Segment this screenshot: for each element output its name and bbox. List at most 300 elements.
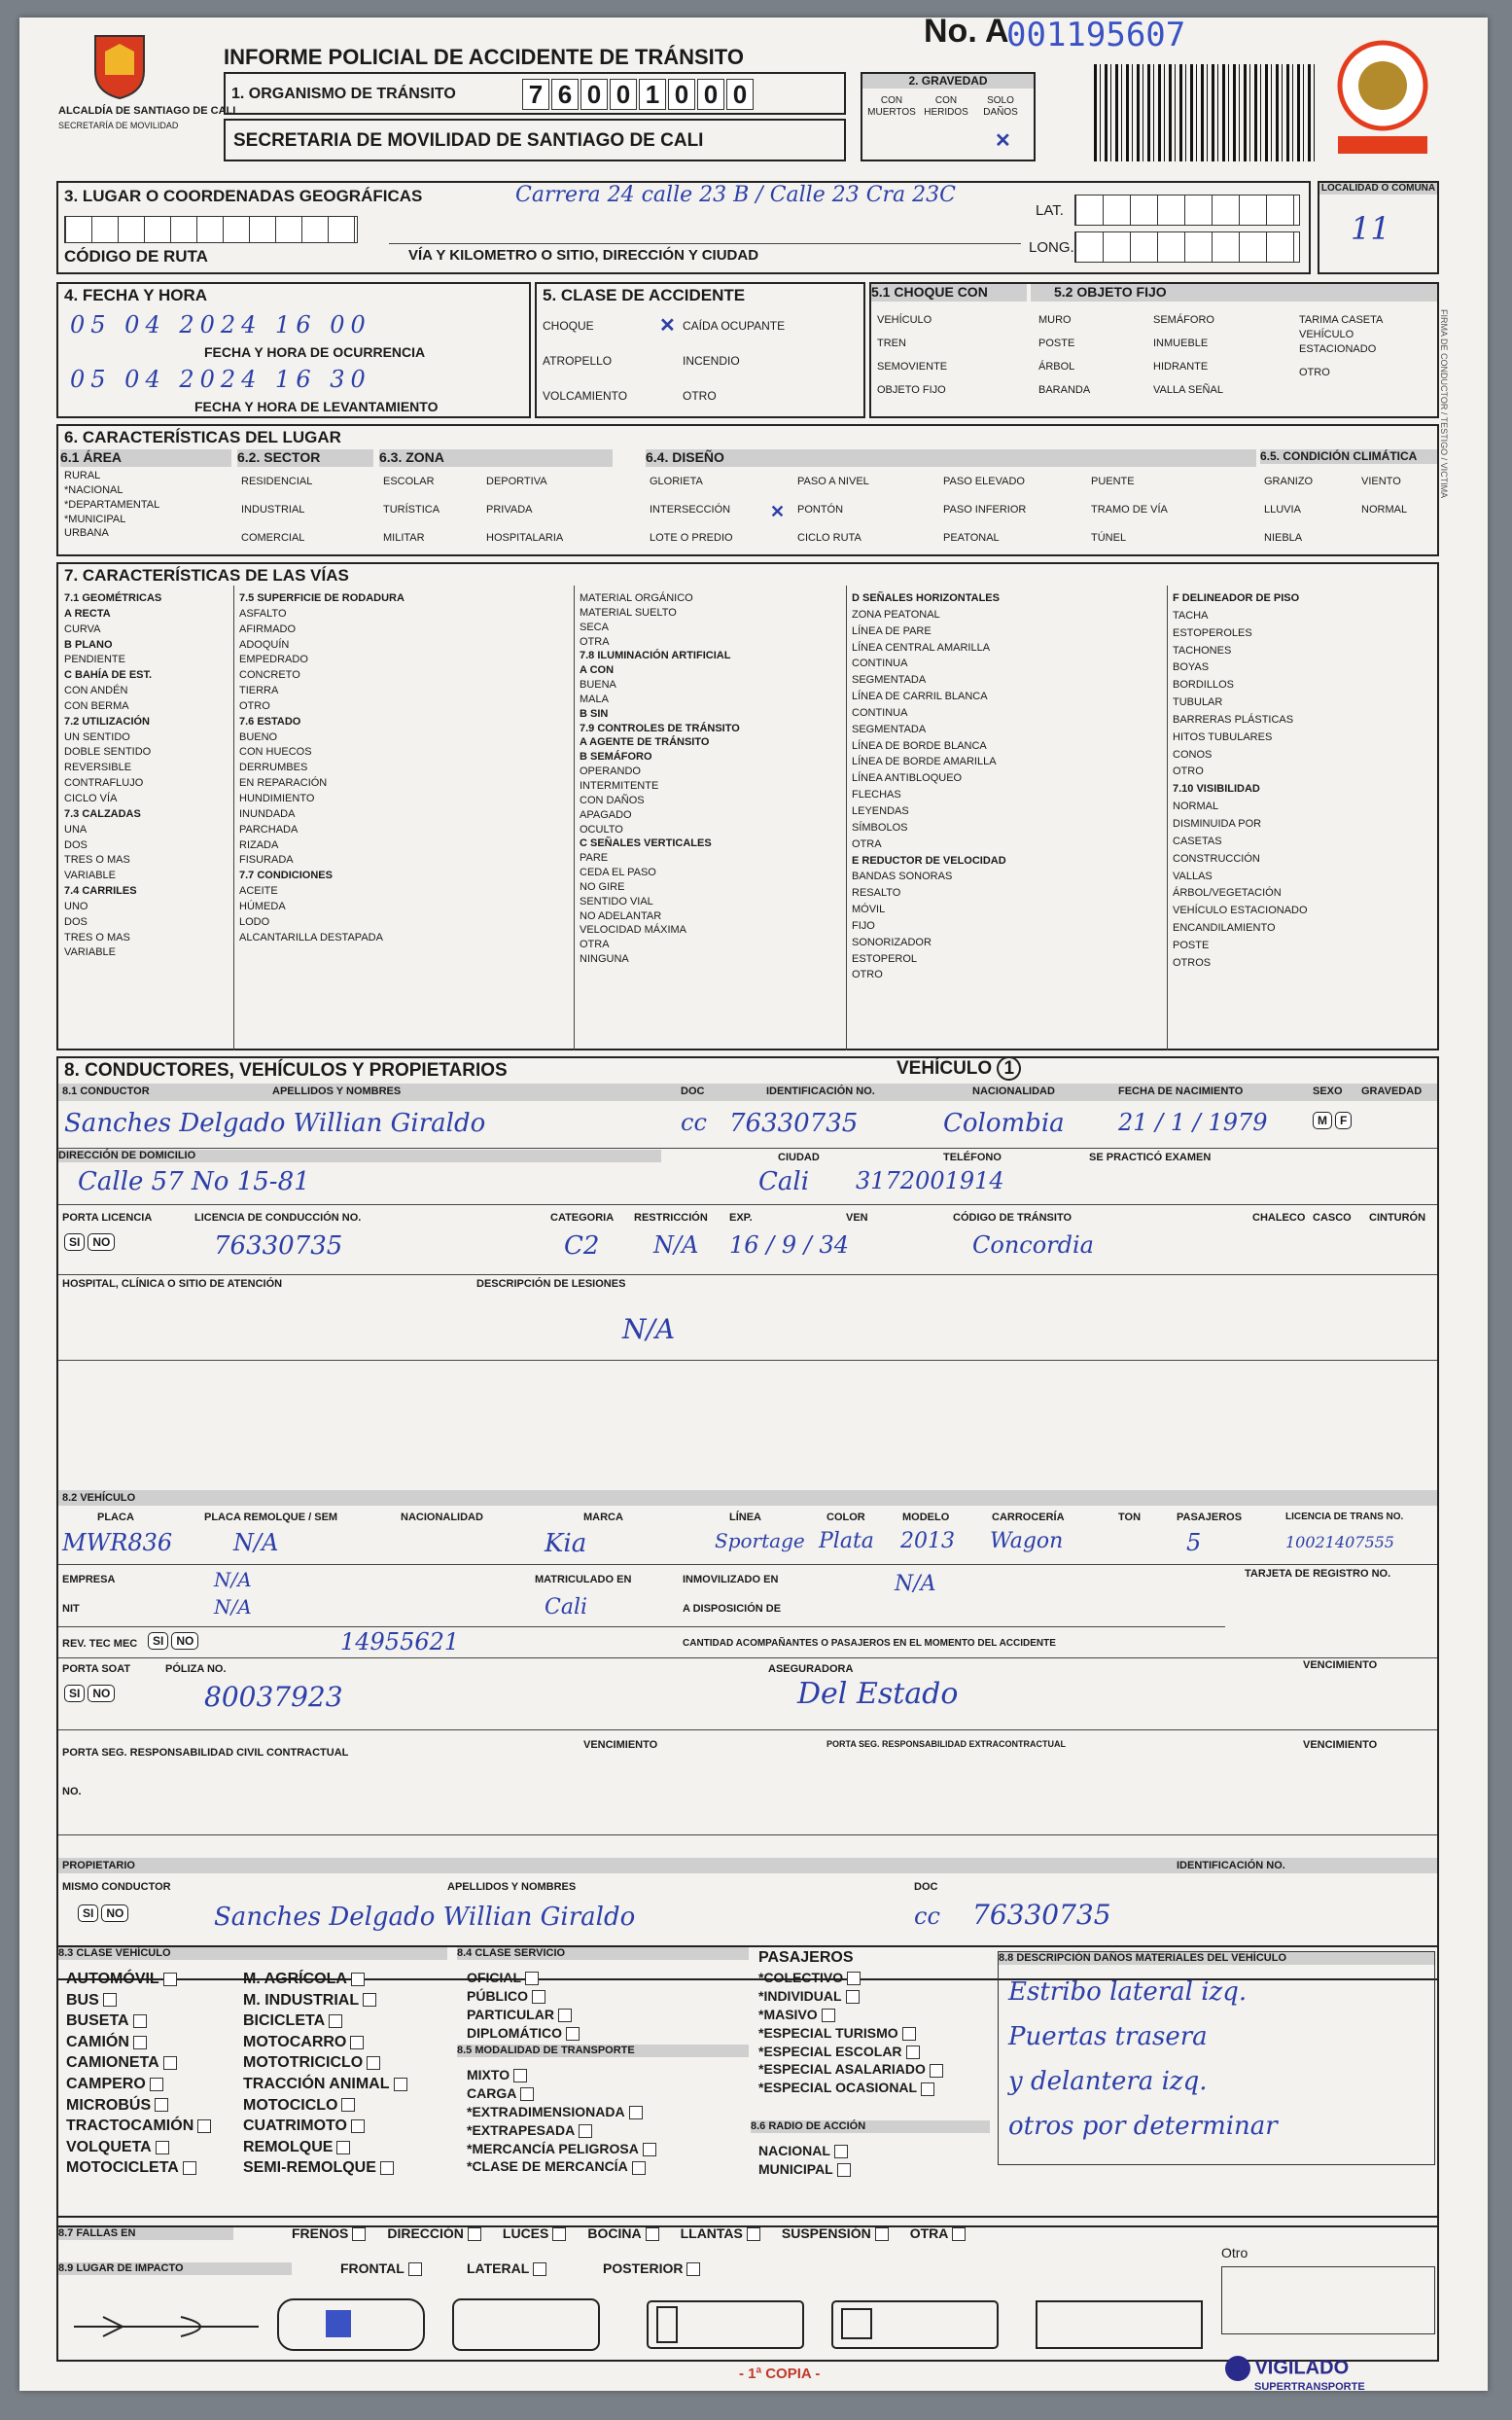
modalidad-label: 8.5 MODALIDAD DE TRANSPORTE: [457, 2045, 749, 2057]
localidad-value: 11: [1351, 210, 1390, 247]
clase-item: [243, 2157, 407, 2179]
owner-apellidos-label: APELLIDOS Y NOMBRES: [447, 1881, 577, 1893]
objeto-item: VALLA SEÑAL: [1153, 383, 1223, 396]
servicio-item-label: PÚBLICO: [467, 1987, 528, 2004]
clase-item-label: BICICLETA: [243, 2012, 326, 2030]
levantamiento-label: FECHA Y HORA DE LEVANTAMIENTO: [194, 399, 439, 414]
vias-item-label: 7.5 SUPERFICIE DE RODADURA: [239, 592, 404, 604]
modalidad-item-label: MIXTO: [467, 2067, 510, 2082]
vias-item-label: MALA: [580, 693, 609, 705]
modalidad-item: [467, 2121, 656, 2140]
falla-item-label: LLANTAS: [680, 2225, 743, 2241]
checkbox[interactable]: [921, 2082, 934, 2096]
divider: [58, 1274, 1437, 1275]
vias-item: [852, 854, 1006, 869]
organismo-digit: 6: [551, 79, 579, 110]
checkbox[interactable]: [532, 1990, 545, 2004]
vias-item-label: BANDAS SONORAS: [852, 871, 953, 883]
checkbox[interactable]: [150, 2078, 163, 2091]
clase-item-label: MOTOCARRO: [243, 2033, 347, 2050]
vias-item: [239, 668, 404, 683]
sector-item: RESIDENCIAL: [241, 476, 313, 487]
vias-col-3: [580, 591, 740, 967]
pasajeros-item-label: *ESPECIAL ESCOLAR: [758, 2043, 902, 2059]
localidad-box: [1318, 181, 1439, 274]
copia-label: - 1ª COPIA -: [739, 2366, 821, 2382]
clase-item-label: MOTOTRICICLO: [243, 2054, 364, 2072]
sector-item: INDUSTRIAL: [241, 503, 305, 516]
objeto-item: HIDRANTE: [1153, 360, 1209, 373]
no-option[interactable]: NO: [101, 1904, 128, 1922]
vias-item: [852, 886, 1006, 901]
modalidad-item: [467, 2066, 656, 2084]
clase-item: [66, 2095, 211, 2117]
modalidad-item-label: *EXTRADIMENSIONADA: [467, 2103, 625, 2119]
servicio-list: [467, 1969, 580, 2043]
vias-item-label: 7.1 GEOMÉTRICAS: [64, 592, 162, 604]
clase-item: [66, 1990, 211, 2011]
modalidad-item: [467, 2084, 656, 2103]
vias-item-label: NO GIRE: [580, 880, 625, 893]
vias-item: [239, 915, 404, 930]
organismo-digit: 1: [639, 79, 666, 110]
pasajeros-item: [758, 1969, 943, 1987]
checkbox[interactable]: [363, 1993, 376, 2007]
organismo-label: 1. ORGANISMO DE TRÁNSITO: [231, 86, 456, 102]
lesiones-value: N/A: [622, 1313, 676, 1345]
no-option[interactable]: NO: [88, 1233, 115, 1251]
vias-item: [852, 952, 1006, 967]
vias-item-label: PENDIENTE: [64, 654, 125, 666]
checkbox[interactable]: [341, 2098, 355, 2112]
vias-item: [580, 635, 740, 650]
vias-item: [580, 823, 740, 837]
checkbox[interactable]: [902, 2027, 916, 2041]
vias-item: [852, 608, 1006, 623]
vias-item: [580, 836, 740, 851]
falla-item: [292, 2225, 366, 2241]
diseno-item: TÚNEL: [1091, 531, 1127, 544]
clase-item: [243, 1990, 407, 2011]
vias-item-label: TIERRA: [239, 685, 279, 697]
vias-item-label: CON HUECOS: [239, 746, 312, 759]
carroceria-value: Wagon: [990, 1529, 1064, 1553]
vias-item: [64, 853, 161, 868]
fallas-impacto-section: [56, 2216, 1439, 2362]
checkbox[interactable]: [350, 2036, 364, 2049]
modelo-value: 2013: [900, 1529, 955, 1553]
placa-label: PLACA: [97, 1512, 134, 1523]
vias-item: [580, 909, 740, 924]
vias-item-label: LÍNEA DE BORDE AMARILLA: [852, 756, 997, 768]
area-label: 6.1 ÁREA: [60, 449, 231, 467]
objeto-list-a: [1038, 313, 1090, 397]
divider: [58, 1729, 1437, 1730]
lesiones-label: DESCRIPCIÓN DE LESIONES: [476, 1278, 626, 1290]
conductor-id: 76330735: [729, 1109, 859, 1138]
sexo-label: SEXO: [1313, 1085, 1343, 1097]
checkbox[interactable]: [875, 2227, 889, 2241]
vias-item: [64, 945, 161, 960]
checkbox[interactable]: [646, 2227, 659, 2241]
form-title: INFORME POLICIAL DE ACCIDENTE DE TRÁNSITO: [224, 45, 744, 69]
checkbox[interactable]: [103, 1993, 117, 2007]
vias-item: [1173, 852, 1308, 867]
direccion-value: Calle 57 No 15-81: [78, 1167, 310, 1196]
checkbox[interactable]: [155, 2098, 168, 2112]
vias-item: [580, 621, 740, 635]
clase-item-label: BUSETA: [66, 2012, 129, 2030]
clima-item: VIENTO: [1361, 476, 1401, 487]
vias-item: [64, 869, 161, 883]
checkbox[interactable]: [351, 2119, 365, 2133]
checkbox[interactable]: [197, 2119, 211, 2133]
conductor-dob: 21 / 1 / 1979: [1118, 1109, 1268, 1136]
checkbox[interactable]: [367, 2056, 380, 2070]
checkbox[interactable]: [513, 2069, 527, 2082]
vias-item: [1173, 591, 1308, 606]
checkbox[interactable]: [552, 2227, 566, 2241]
vias-item: [239, 684, 404, 698]
vencimiento-rce-label: VENCIMIENTO: [1303, 1739, 1378, 1751]
ciudad-value: Cali: [758, 1167, 810, 1196]
objeto-item: OTRO: [1299, 366, 1330, 378]
clase-option: OTRO: [683, 389, 717, 403]
organismo-name-box: [224, 119, 846, 161]
checkbox[interactable]: [394, 2078, 407, 2091]
diseno-col-3: [943, 475, 1026, 546]
chaleco-label: CHALECO: [1252, 1212, 1306, 1224]
impacto-lateral: [467, 2260, 546, 2278]
checkbox[interactable]: [846, 1990, 860, 2004]
vias-item-label: MATERIAL SUELTO: [580, 606, 677, 619]
vias-item-label: MÓVIL: [852, 904, 886, 916]
licencia-value: 76330735: [214, 1231, 343, 1261]
vias-item: [1173, 626, 1308, 641]
no-option[interactable]: NO: [171, 1632, 198, 1650]
localidad-label: LOCALIDAD O COMUNA: [1320, 183, 1436, 194]
vias-item-label: APAGADO: [580, 808, 632, 821]
organismo-digit: 0: [610, 79, 637, 110]
checkbox[interactable]: [747, 2227, 760, 2241]
clase-item: [66, 2011, 211, 2032]
mismo-sino: [78, 1904, 131, 1922]
diseno-item: PONTÓN: [797, 503, 844, 516]
checkbox[interactable]: [837, 2163, 851, 2177]
pasajeros-item: [758, 2024, 943, 2043]
vias-item: [64, 776, 161, 791]
revtec-label: REV. TEC MEC: [62, 1638, 138, 1650]
vias-item: [64, 715, 161, 730]
checkbox[interactable]: [468, 2227, 481, 2241]
vias-item-label: CON DAÑOS: [580, 794, 645, 806]
vias-item: [239, 730, 404, 745]
falla-item-label: FRENOS: [292, 2225, 349, 2241]
zona-item: MILITAR: [383, 531, 425, 544]
vias-item: [852, 936, 1006, 950]
ocurrencia-label: FECHA Y HORA DE OCURRENCIA: [204, 344, 426, 360]
objeto-item: POSTE: [1038, 337, 1075, 349]
vias-item: [239, 931, 404, 945]
vias-item: [580, 722, 740, 736]
vias-item: [852, 870, 1006, 884]
vigilado-text: VIGILADO: [1254, 2357, 1350, 2379]
checkbox[interactable]: [906, 2046, 920, 2059]
vias-item-label: TACHA: [1173, 609, 1209, 622]
vias-item: [852, 641, 1006, 656]
propietario-label: PROPIETARIO: [62, 1860, 135, 1871]
doc-label: DOC: [681, 1085, 705, 1097]
sexo-m[interactable]: M: [1313, 1112, 1332, 1129]
clima-col-2: [1361, 475, 1407, 517]
mismo-conductor-label: MISMO CONDUCTOR: [62, 1881, 171, 1893]
checkbox[interactable]: [847, 1972, 861, 1985]
divider: [58, 1657, 1437, 1658]
vias-item: [580, 707, 740, 722]
disposicion-label: A DISPOSICIÓN DE: [683, 1603, 782, 1615]
checkbox[interactable]: [183, 2161, 196, 2175]
checkbox[interactable]: [133, 2036, 147, 2049]
clase-item-label: MOTOCICLO: [243, 2096, 338, 2114]
checkbox[interactable]: [336, 2141, 350, 2154]
vias-item: [580, 866, 740, 880]
owner-id-label: IDENTIFICACIÓN NO.: [1177, 1860, 1285, 1871]
falla-item: [681, 2225, 760, 2241]
vencimiento-rc-label: VENCIMIENTO: [583, 1739, 658, 1751]
checkbox[interactable]: [632, 2161, 646, 2175]
checkbox[interactable]: [579, 2124, 592, 2138]
carroceria-label: CARROCERÍA: [992, 1512, 1065, 1523]
vias-item: [64, 792, 161, 806]
si-option[interactable]: SI: [64, 1233, 85, 1251]
vias-item-label: ESTOPEROL: [852, 952, 918, 965]
vias-item-label: INUNDADA: [239, 807, 296, 820]
checkbox[interactable]: [930, 2064, 943, 2078]
checkbox[interactable]: [822, 2009, 835, 2022]
vias-item-label: DISMINUIDA POR: [1173, 817, 1262, 830]
organismo-digit: 7: [522, 79, 549, 110]
vias-item-label: PARE: [580, 852, 609, 865]
vias-item-label: ESTOPEROLES: [1173, 626, 1252, 639]
zona-item: TURÍSTICA: [383, 503, 440, 516]
vias-item: [580, 808, 740, 823]
lugar-value: Carrera 24 calle 23 B / Calle 23 Cra 23C: [515, 183, 956, 207]
vias-item: [64, 838, 161, 853]
zona-label: 6.3. ZONA: [379, 449, 613, 467]
vias-item-label: CURVA: [64, 623, 101, 635]
modelo-label: MODELO: [902, 1512, 950, 1523]
vias-item-label: VELOCIDAD MÁXIMA: [580, 924, 687, 937]
clase-item: [243, 2011, 407, 2032]
vias-item: [64, 931, 161, 945]
radio-label: 8.6 RADIO DE ACCIÓN: [751, 2120, 990, 2133]
choque-label: 5.1 CHOQUE CON: [871, 284, 1027, 302]
vias-item: [239, 607, 404, 622]
exp-label: EXP.: [729, 1212, 753, 1224]
checkbox[interactable]: [952, 2227, 966, 2241]
objeto-item: BARANDA: [1038, 383, 1091, 396]
falla-item-label: BOCINA: [587, 2225, 642, 2241]
vias-item: [580, 880, 740, 895]
organismo-name: SECRETARIA DE MOVILIDAD DE SANTIAGO DE CALI: [233, 130, 704, 151]
clima-item: NORMAL: [1361, 503, 1408, 516]
vias-item-label: 7.6 ESTADO: [239, 715, 301, 728]
objeto-item: INMUEBLE: [1153, 337, 1209, 349]
vias-item-label: OTRA: [580, 635, 610, 648]
aseguradora-value: Del Estado: [797, 1677, 959, 1711]
radio-item-label: NACIONAL: [758, 2143, 830, 2158]
modalidad-item-label: CARGA: [467, 2084, 517, 2101]
no-option[interactable]: NO: [88, 1685, 115, 1702]
otro-label: Otro: [1221, 2245, 1248, 2260]
telefono-label: TELÉFONO: [943, 1152, 1002, 1163]
section-3-lugar: [56, 181, 1311, 274]
choque-list: [877, 313, 947, 397]
vias-item-label: NO ADELANTAR: [580, 909, 662, 922]
pasajeros-item: [758, 2006, 943, 2024]
divider: [58, 1834, 1437, 1835]
impacto-label: 8.9 LUGAR DE IMPACTO: [58, 2262, 292, 2275]
vias-item-label: CON ANDÉN: [64, 685, 128, 697]
vias-item-label: OTRA: [852, 837, 882, 850]
vias-item: [580, 779, 740, 794]
divider: [1167, 586, 1168, 1050]
objeto-item: SEMÁFORO: [1153, 314, 1214, 326]
clase-option: ATROPELLO: [543, 354, 613, 368]
direccion-label: DIRECCIÓN DE DOMICILIO: [58, 1150, 661, 1162]
pasajeros-item-label: *INDIVIDUAL: [758, 1987, 842, 2004]
impacto-checkbox[interactable]: [533, 2262, 546, 2276]
ciudad-label: CIUDAD: [778, 1152, 820, 1163]
checkbox[interactable]: [163, 1973, 177, 1986]
matriculado-label: MATRICULADO EN: [535, 1574, 632, 1585]
vigilado-logo: [1225, 2356, 1365, 2391]
vias-item-label: CICLO VÍA: [64, 792, 118, 804]
levantamiento-value: 05 04 2024 16 30: [70, 366, 371, 393]
vias-item: [580, 851, 740, 866]
vias-item: [1173, 748, 1308, 763]
conductor-name: Sanches Delgado Willian Giraldo: [64, 1109, 486, 1138]
vehicle-silhouettes-icon: [64, 2288, 1212, 2356]
vias-item-label: OTRO: [852, 969, 883, 981]
clase-item: [243, 2095, 407, 2117]
si-option[interactable]: SI: [148, 1632, 168, 1650]
categoria-label: CATEGORIA: [550, 1212, 615, 1224]
inmovilizado-label: INMOVILIZADO EN: [683, 1574, 779, 1585]
vias-item: [239, 900, 404, 914]
linea-label: LÍNEA: [729, 1512, 761, 1523]
check-mark-icon: ✕: [770, 502, 786, 521]
si-option[interactable]: SI: [78, 1904, 98, 1922]
checkbox[interactable]: [133, 2014, 147, 2028]
vias-item-label: RESALTO: [852, 887, 901, 900]
checkbox[interactable]: [566, 2027, 580, 2041]
vias-item-label: LEYENDAS: [852, 804, 909, 817]
checkbox[interactable]: [525, 1972, 539, 1985]
checkbox[interactable]: [352, 2227, 366, 2241]
clase-item-label: M. AGRÍCOLA: [243, 1971, 347, 1987]
vias-item-label: EN REPARACIÓN: [239, 777, 328, 790]
vias-item: [852, 837, 1006, 852]
vias-item: [852, 919, 1006, 934]
vias-item-label: HUNDIMIENTO: [239, 792, 315, 804]
section-5-label: 5. CLASE DE ACCIDENTE: [543, 286, 746, 304]
clase-item: [66, 2116, 211, 2137]
vias-item: [239, 715, 404, 730]
vias-item-label: 7.3 CALZADAS: [64, 807, 141, 820]
diseno-item: PUENTE: [1091, 476, 1135, 487]
checkbox[interactable]: [351, 1973, 365, 1986]
section-8-label: 8. CONDUCTORES, VEHÍCULOS Y PROPIETARIOS: [64, 1060, 508, 1081]
vias-item-label: TACHONES: [1173, 644, 1232, 657]
revtec-value: 14955621: [340, 1628, 460, 1655]
pasajeros-item: [758, 2079, 943, 2097]
check-mark-icon: ✕: [659, 315, 676, 337]
sexo-f[interactable]: F: [1335, 1112, 1352, 1129]
checkbox[interactable]: [156, 2141, 169, 2154]
vias-item: [239, 761, 404, 775]
vias-item: [1173, 765, 1308, 779]
vias-item-label: FISURADA: [239, 854, 294, 867]
modalidad-item-label: *EXTRAPESADA: [467, 2121, 576, 2138]
servicio-item-label: DIPLOMÁTICO: [467, 2024, 562, 2041]
vias-item: [64, 653, 161, 667]
vias-item-label: F DELINEADOR DE PISO: [1173, 592, 1300, 604]
vias-item: [1173, 609, 1308, 623]
radio-list: [758, 2142, 851, 2179]
impacto-checkbox[interactable]: [686, 2262, 700, 2276]
vias-item-label: 7.2 UTILIZACIÓN: [64, 715, 151, 728]
diseno-label: 6.4. DISEÑO: [646, 449, 1256, 467]
diseno-item: TRAMO DE VÍA: [1091, 503, 1168, 516]
checkbox[interactable]: [834, 2145, 848, 2158]
vias-item-label: BARRERAS PLÁSTICAS: [1173, 713, 1294, 726]
clase-item-label: CAMIÓN: [66, 2033, 129, 2050]
vias-item-label: ENCANDILAMIENTO: [1173, 922, 1276, 935]
checkbox[interactable]: [380, 2161, 394, 2175]
diseno-item: INTERSECCIÓN: [650, 503, 731, 516]
si-option[interactable]: SI: [64, 1685, 85, 1702]
vias-item-label: C SEÑALES VERTICALES: [580, 837, 712, 850]
vias-item: [580, 952, 740, 967]
clima-item: NIEBLA: [1264, 531, 1303, 544]
clase-item-label: CAMPERO: [66, 2075, 146, 2092]
objeto-item: TARIMA CASETA: [1299, 314, 1384, 326]
impacto-frontal-label: FRONTAL: [340, 2260, 404, 2276]
diseno-item: PASO ELEVADO: [943, 476, 1025, 487]
impacto-posterior-label: POSTERIOR: [603, 2260, 684, 2276]
vias-item: [239, 838, 404, 853]
section-4-fecha: [56, 282, 531, 418]
checkbox[interactable]: [629, 2106, 643, 2119]
vias-item: [64, 761, 161, 775]
vias-item: [580, 591, 740, 606]
checkbox[interactable]: [643, 2143, 656, 2156]
checkbox[interactable]: [329, 2014, 342, 2028]
vias-item: [1173, 835, 1308, 849]
falla-item: [503, 2225, 566, 2241]
zona-item: ESCOLAR: [383, 476, 435, 487]
choque-item: VEHÍCULO: [877, 314, 932, 326]
checkbox[interactable]: [558, 2009, 572, 2022]
impacto-checkbox[interactable]: [408, 2262, 422, 2276]
vias-item-label: SECA: [580, 621, 609, 633]
checkbox[interactable]: [163, 2056, 177, 2070]
checkbox[interactable]: [520, 2087, 534, 2101]
vigilado-icon: [1225, 2356, 1250, 2381]
vias-item-label: CEDA EL PASO: [580, 867, 656, 879]
servicio-item-label: OFICIAL: [467, 1970, 521, 1985]
